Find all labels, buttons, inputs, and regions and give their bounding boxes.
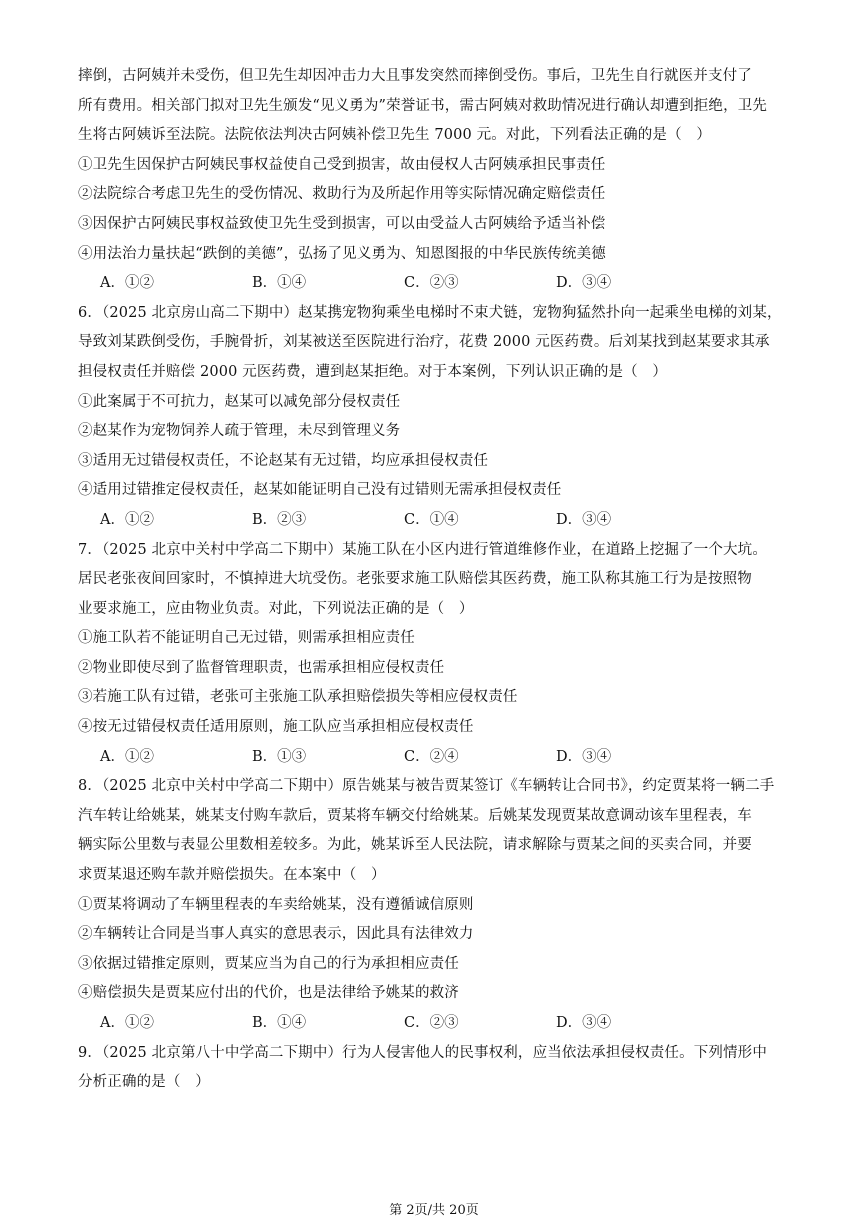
statement-2: ②车辆转让合同是当事人真实的意思表示，因此具有法律效力 (78, 926, 474, 943)
statement-3: ③若施工队有过错，老张可主张施工队承担赔偿损失等相应侵权责任 (78, 689, 518, 706)
statement-1: ①卫先生因保护古阿姨民事权益使自己受到损害，故由侵权人古阿姨承担民事责任 (78, 156, 606, 173)
question-stem-line: 分析正确的是（ ） (78, 1074, 210, 1091)
question-stem-line: 担侵权责任并赔偿 2000 元医药费，遭到赵某拒绝。对于本案例，下列认识正确的是（ ） (78, 363, 668, 380)
question-9 (78, 1039, 792, 1098)
statement-4: ④适用过错推定侵权责任，赵某如能证明自己没有过错则无需承担侵权责任 (78, 482, 562, 499)
option-b: B．①④ (252, 1015, 307, 1031)
option-a: A．①② (100, 1015, 154, 1031)
option-a: A．①② (100, 748, 154, 765)
answer-options (78, 269, 792, 299)
answer-options (78, 1009, 792, 1039)
statement-1: ①贾某将调动了车辆里程表的车卖给姚某，没有遵循诚信原则 (78, 896, 474, 913)
option-d: D．③④ (556, 275, 612, 292)
statement-2: ②赵某作为宠物饲养人疏于管理，未尽到管理义务 (78, 423, 401, 440)
answer-options (78, 743, 792, 773)
question-stem-line: 所有费用。相关部门拟对卫先生颁发“见义勇为”荣誉证书，需古阿姨对救助情况进行确认却遭到拒绝，卫先 (78, 97, 768, 114)
question-stem-line: 8．（2025 北京中关村中学高二下期中）原告姚某与被告贾某签订《车辆转让合同书》，约定贾某将一辆二手 (78, 778, 775, 795)
statement-3: ③适用无过错侵权责任，不论赵某有无过错，均应承担侵权责任 (78, 452, 489, 469)
option-d: D．③④ (556, 1015, 612, 1031)
question-stem-line: 9．（2025 北京第八十中学高二下期中）行为人侵害他人的民事权利，应当依法承担侵权责任。下列情形中 (78, 1044, 767, 1061)
statement-2: ②法院综合考虑卫先生的受伤情况、救助行为及所起作用等实际情况确定赔偿责任 (78, 186, 606, 203)
statement-4: ④用法治力量扶起“跌倒的美德”，弘扬了见义勇为、知恩图报的中华民族传统美德 (78, 245, 606, 262)
statement-1: ①此案属于不可抗力，赵某可以减免部分侵权责任 (78, 393, 401, 410)
option-a: A．①② (100, 511, 154, 528)
question-stem-line: 居民老张夜间回家时，不慎掉进大坑受伤。老张要求施工队赔偿其医药费，施工队称其施工行为是按照物 (78, 571, 752, 588)
statement-3: ③依据过错推定原则，贾某应当为自己的行为承担相应责任 (78, 955, 459, 972)
question-stem-line: 辆实际公里数与表显公里数相差较多。为此，姚某诉至人民法院，请求解除与贾某之间的买卖合同，并要 (78, 837, 752, 854)
option-b: B．①④ (252, 275, 307, 292)
question-stem-line: 7．（2025 北京中关村中学高二下期中）某施工队在小区内进行管道维修作业，在道路上挖掘了一个大坑。 (78, 541, 767, 558)
statement-4: ④赔偿损失是贾某应付出的代价，也是法律给予姚某的救济 (78, 985, 459, 1002)
question-5 (78, 62, 792, 299)
answer-options (78, 506, 792, 536)
statement-1: ①施工队若不能证明自己无过错，则需承担相应责任 (78, 630, 415, 647)
option-c: C．②③ (404, 275, 459, 292)
question-6 (78, 299, 792, 536)
question-stem-line: 生将古阿姨诉至法院。法院依法判决古阿姨补偿卫先生 7000 元。对此，下列看法正确的是（ ） (78, 127, 712, 144)
option-d: D．③④ (556, 748, 612, 765)
question-7 (78, 536, 792, 773)
statement-4: ④按无过错侵权责任适用原则，施工队应当承担相应侵权责任 (78, 719, 474, 736)
option-c: C．②④ (404, 748, 459, 765)
page-number-footer: 第 2页/共 20页 (389, 1203, 479, 1218)
statement-2: ②物业即使尽到了监督管理职责，也需承担相应侵权责任 (78, 659, 445, 676)
question-stem-line: 业要求施工，应由物业负责。对此，下列说法正确的是（ ） (78, 600, 474, 617)
option-d: D．③④ (556, 511, 612, 528)
question-stem-line: 6．（2025 北京房山高二下期中）赵某携宠物狗乘坐电梯时不束犬链，宠物狗猛然扑向一起乘坐电梯的刘某， (78, 304, 782, 321)
option-c: C．①④ (404, 511, 459, 528)
statement-3: ③因保护古阿姨民事权益致使卫先生受到损害，可以由受益人古阿姨给予适当补偿 (78, 215, 606, 232)
question-stem-line: 求贾某退还购车款并赔偿损失。在本案中（ ） (78, 867, 386, 884)
question-content (78, 62, 792, 1098)
option-b: B．②③ (252, 511, 307, 528)
question-stem-line: 汽车转让给姚某，姚某支付购车款后，贾某将车辆交付给姚某。后姚某发现贾某故意调动该车里程表，车 (78, 807, 752, 824)
option-a: A．①② (100, 275, 154, 292)
option-b: B．①③ (252, 748, 307, 765)
question-8 (78, 772, 792, 1038)
question-stem-line: 导致刘某跌倒受伤，手腕骨折，刘某被送至医院进行治疗，花费 2000 元医药费。后刘某找到赵某要求其承 (78, 334, 770, 351)
question-stem-line: 摔倒，古阿姨并未受伤，但卫先生却因冲击力大且事发突然而摔倒受伤。事后，卫先生自行就医并支付了 (78, 68, 752, 84)
option-c: C．②③ (404, 1015, 459, 1031)
